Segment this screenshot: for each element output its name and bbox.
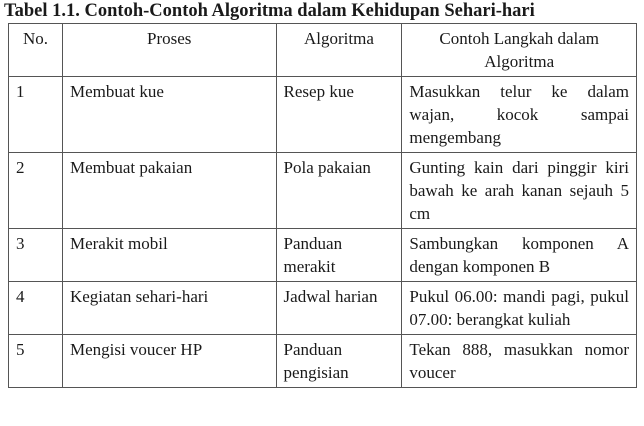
cell-contoh: Masukkan telur ke dalam wajan, kocok sampai mengembang: [402, 77, 637, 153]
cell-algoritma: Pola pakaian: [276, 153, 402, 229]
algorithm-examples-table: [8, 23, 637, 388]
table-row: [9, 282, 637, 335]
cell-proses: Membuat pakaian: [62, 153, 276, 229]
cell-proses: Merakit mobil: [62, 229, 276, 282]
table-row: [9, 335, 637, 388]
table-row: [9, 153, 637, 229]
cell-no: 4: [9, 282, 63, 335]
header-no: No.: [9, 24, 63, 77]
cell-algoritma: Panduan merakit: [276, 229, 402, 282]
cell-no: 5: [9, 335, 63, 388]
cell-no: 3: [9, 229, 63, 282]
table-header-row: [9, 24, 637, 77]
cell-proses: Kegiatan sehari-hari: [62, 282, 276, 335]
cell-proses: Mengisi voucer HP: [62, 335, 276, 388]
cell-contoh: Pukul 06.00: mandi pagi, pukul 07.00: berangkat kuliah: [402, 282, 637, 335]
cell-no: 1: [9, 77, 63, 153]
cell-no: 2: [9, 153, 63, 229]
cell-algoritma: Panduan pengisian: [276, 335, 402, 388]
cell-proses: Membuat kue: [62, 77, 276, 153]
cell-algoritma: Jadwal harian: [276, 282, 402, 335]
cell-contoh: Sambungkan komponen A dengan komponen B: [402, 229, 637, 282]
header-proses: Proses: [62, 24, 276, 77]
table-caption: Tabel 1.1. Contoh-Contoh Algoritma dalam Kehidupan Sehari-hari: [4, 1, 535, 21]
cell-algoritma: Resep kue: [276, 77, 402, 153]
table-row: [9, 77, 637, 153]
header-algoritma: Algoritma: [276, 24, 402, 77]
cell-contoh: Tekan 888, masukkan nomor voucer: [402, 335, 637, 388]
table-row: [9, 229, 637, 282]
cell-contoh: Gunting kain dari pinggir kiri bawah ke arah kanan sejauh 5 cm: [402, 153, 637, 229]
header-contoh: Contoh Langkah dalam Algoritma: [402, 24, 637, 77]
